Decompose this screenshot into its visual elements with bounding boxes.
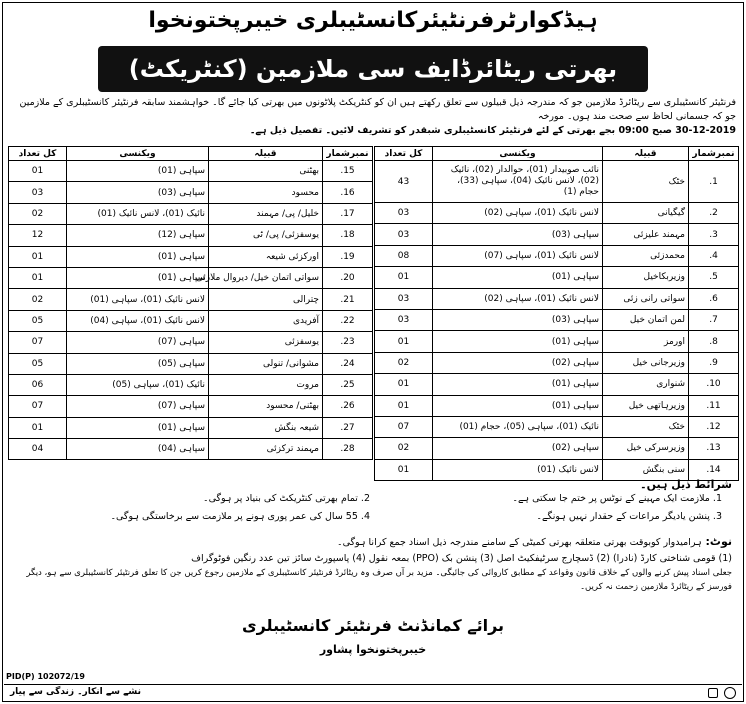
cell-vacancy: سپاہی (01) xyxy=(433,374,603,395)
cell-vacancy: نائیک (01)، سپاہی (05) xyxy=(67,374,209,395)
note-line-3: جعلی اسناد پیش کرنے والوں کے خلاف قانون وقواعد کے مطابق کاروائی کی جائیگی۔ مزید بر آں صرف وہ ریٹائرڈ فرنٹیئر کانسٹیبلری کے ملازمین رجوع کریں جن کا تعلق فرنٹیئر کانسٹیبلری سے ہو، دیگر فورسز کے ریٹائرڈ ملازمین زحمت نہ کریں۔ xyxy=(26,568,732,592)
table-row xyxy=(9,417,373,438)
condition-item-1 xyxy=(512,492,722,506)
cell-serial: 22. xyxy=(323,310,373,331)
cell-tribe: خٹک xyxy=(603,416,689,437)
condition-text: ملازمت ایک مہینے کے نوٹس پر ختم جا سکتی ہے۔ xyxy=(512,493,710,504)
condition-text: پنشن یادیگر مراعات کے حقدار نہیں ہونگے۔ xyxy=(536,511,710,522)
cell-total: 04 xyxy=(9,439,67,460)
table-row xyxy=(9,439,373,460)
cell-tribe: وزیرسرکی خیل xyxy=(603,438,689,459)
table-row xyxy=(375,352,739,373)
condition-text: 55 سال کی عمر پوری ہونے پر ملازمت سے برخاستگی ہوگی۔ xyxy=(110,511,358,522)
cell-tribe: بھٹنی/ محسود xyxy=(209,396,323,417)
cell-tribe: وزیرہاتھی خیل xyxy=(603,395,689,416)
table-row xyxy=(375,309,739,330)
cell-serial: 28. xyxy=(323,439,373,460)
table-row xyxy=(9,332,373,353)
cell-serial: 26. xyxy=(323,396,373,417)
cell-serial: 16. xyxy=(323,182,373,203)
cell-tribe: لمن اتمان خیل xyxy=(603,309,689,330)
cell-total: 05 xyxy=(9,353,67,374)
cell-total: 07 xyxy=(375,416,433,437)
emblem-icon xyxy=(708,688,718,698)
cell-vacancy: لانس نائیک (01)، سپاہی (02) xyxy=(433,203,603,224)
cell-total: 01 xyxy=(9,417,67,438)
intro-paragraph xyxy=(10,96,736,138)
cell-total: 01 xyxy=(9,246,67,267)
cell-tribe: مہمند ترکزئی xyxy=(209,439,323,460)
cell-tribe: آفریدی xyxy=(209,310,323,331)
header-total: کل تعداد xyxy=(375,147,433,161)
table-row xyxy=(375,224,739,245)
cell-serial: 19. xyxy=(323,246,373,267)
table-row xyxy=(9,374,373,395)
cell-total: 06 xyxy=(9,374,67,395)
cell-total: 02 xyxy=(375,352,433,373)
header-serial: نمبرشمار xyxy=(323,147,373,161)
cell-total: 02 xyxy=(375,438,433,459)
cell-vacancy: نائیک (01)، سپاہی (05)، حجام (01) xyxy=(433,416,603,437)
cell-tribe: یوسفزئی/ پی/ ٹی xyxy=(209,225,323,246)
cell-total: 03 xyxy=(375,288,433,309)
intro-line-2: 30-12-2019 صبح 09:00 بجے بھرتی کے لئے فرنٹیئر کانسٹیبلری شبقدر کو تشریف لائیں۔ تفصیل ذیل ہے۔ xyxy=(249,125,736,136)
note-line-2: (1) قومی شناختی کارڈ (نادرا) (2) ڈسچارج سرٹیفکیٹ اصل (3) پنشن بک (PPO) بمعہ نقول (4) پاسپورٹ سائز تین عدد رنگین فوٹوگراف xyxy=(191,553,732,564)
header-tribe: قبیلہ xyxy=(603,147,689,161)
signature-title: برائے کمانڈنٹ فرنٹیئر کانسٹیبلری xyxy=(241,616,505,635)
table-row xyxy=(375,288,739,309)
cell-tribe: مہمند علیزئی xyxy=(603,224,689,245)
cell-tribe: خٹک xyxy=(603,161,689,203)
note-heading xyxy=(337,535,732,548)
cell-vacancy: سپاہی (01) xyxy=(67,417,209,438)
note-label: نوٹ: xyxy=(705,535,732,548)
intro-line-1: فرنٹیئر کانسٹیبلری سے ریٹائرڈ ملازمین جو کہ مندرجہ ذیل قبیلوں سے تعلق رکھتے ہیں ان کو کنٹریکٹ پلاٹونوں میں بھرتی کیا جائے گا۔ خواہشمند سابقہ فرنٹیئر کانسٹیبلری کے ملازمین جو کہ جسمانی لحاظ سے صحت مند ہوں۔ مورخہ xyxy=(19,97,736,122)
cell-serial: 13. xyxy=(689,438,739,459)
footer-strip xyxy=(4,684,742,700)
cell-serial: 5. xyxy=(689,267,739,288)
condition-number: 4. xyxy=(360,511,370,522)
cell-serial: 6. xyxy=(689,288,739,309)
cell-vacancy: سپاہی (05) xyxy=(67,353,209,374)
cell-vacancy: لانس نائیک (01) xyxy=(433,459,603,480)
cell-serial: 7. xyxy=(689,309,739,330)
table-row xyxy=(375,161,739,203)
note-line-1: ہرامیدوار کوبوقت بھرتی متعلقہ بھرتی کمیٹی کے سامنے مندرجہ ذیل اسناد جمع کرانا ہوگی۔ xyxy=(337,537,702,548)
cell-vacancy: سپاہی (01) xyxy=(433,331,603,352)
anti-drug-slogan: نشے سے انکار۔ زندگی سے پیار xyxy=(10,687,141,697)
header-tribe: قبیلہ xyxy=(209,147,323,161)
table-row xyxy=(9,161,373,182)
table-row xyxy=(9,246,373,267)
cell-serial: 3. xyxy=(689,224,739,245)
cell-tribe: اورکزئی شیعہ xyxy=(209,246,323,267)
cell-tribe: سواتی اتمان خیل/ دیروال ملازئی xyxy=(209,267,323,288)
cell-serial: 25. xyxy=(323,374,373,395)
header-total: کل تعداد xyxy=(9,147,67,161)
cell-total: 01 xyxy=(9,267,67,288)
cell-total: 01 xyxy=(375,267,433,288)
condition-number: 2. xyxy=(360,493,370,504)
cell-total: 43 xyxy=(375,161,433,203)
cell-total: 03 xyxy=(375,203,433,224)
header-vacancy: ویکنسی xyxy=(67,147,209,161)
cell-total: 02 xyxy=(9,203,67,224)
table-row xyxy=(9,310,373,331)
cell-serial: 20. xyxy=(323,267,373,288)
cell-total: 01 xyxy=(375,459,433,480)
cell-total: 07 xyxy=(9,332,67,353)
signature-location: خیبرپختونخوا پشاور xyxy=(319,643,427,656)
cell-serial: 27. xyxy=(323,417,373,438)
condition-item-2 xyxy=(203,492,370,506)
page-title: ہیڈکوارٹرفرنٹیئرکانسٹیبلری خیبرپختونخوا xyxy=(148,8,598,33)
cell-tribe: محسود xyxy=(209,182,323,203)
cell-vacancy: سپاہی (03) xyxy=(433,224,603,245)
cell-tribe: وزیربکاخیل xyxy=(603,267,689,288)
cell-serial: 9. xyxy=(689,352,739,373)
table-row xyxy=(375,395,739,416)
cell-vacancy: سپاہی (01) xyxy=(433,395,603,416)
condition-text: تمام بھرتی کنٹریکٹ کی بنیاد پر ہوگی۔ xyxy=(203,493,358,504)
table-row xyxy=(9,203,373,224)
cell-serial: 18. xyxy=(323,225,373,246)
cell-total: 12 xyxy=(9,225,67,246)
cell-tribe: وزیرجانی خیل xyxy=(603,352,689,373)
table-row xyxy=(9,396,373,417)
cell-tribe: شنواری xyxy=(603,374,689,395)
cell-serial: 1. xyxy=(689,161,739,203)
cell-vacancy: سپاہی (04) xyxy=(67,439,209,460)
cell-serial: 24. xyxy=(323,353,373,374)
cell-vacancy: لانس نائیک (01)، سپاہی (02) xyxy=(433,288,603,309)
cell-total: 05 xyxy=(9,310,67,331)
cell-total: 01 xyxy=(375,374,433,395)
cell-total: 01 xyxy=(375,395,433,416)
pid-number: PID(P) 102072/19 xyxy=(6,672,85,681)
cell-tribe: مشوانی/ تنولی xyxy=(209,353,323,374)
required-documents xyxy=(12,552,732,594)
cell-vacancy: سپاہی (01) xyxy=(67,267,209,288)
cell-serial: 23. xyxy=(323,332,373,353)
cell-total: 03 xyxy=(9,182,67,203)
cell-tribe: چترالی xyxy=(209,289,323,310)
cell-total: 02 xyxy=(9,289,67,310)
cell-tribe: سنی بنگش xyxy=(603,459,689,480)
cell-serial: 11. xyxy=(689,395,739,416)
cell-total: 01 xyxy=(9,161,67,182)
condition-item-3 xyxy=(536,510,722,524)
cell-vacancy: لانس نائیک (01)، سپاہی (04) xyxy=(67,310,209,331)
cell-tribe: گیگیانی xyxy=(603,203,689,224)
vacancy-table-right xyxy=(374,146,739,481)
cell-total: 08 xyxy=(375,245,433,266)
cell-vacancy: سپاہی (07) xyxy=(67,332,209,353)
cell-vacancy: سپاہی (01) xyxy=(433,267,603,288)
table-row xyxy=(375,438,739,459)
cell-tribe: سواتی رانی زئی xyxy=(603,288,689,309)
recruitment-banner: بھرتی ریٹائرڈایف سی ملازمین (کنٹریکٹ) xyxy=(98,46,648,92)
cell-vacancy: نائیک (01)، لانس نائیک (01) xyxy=(67,203,209,224)
cell-total: 01 xyxy=(375,331,433,352)
cell-total: 03 xyxy=(375,224,433,245)
vacancy-table-left xyxy=(8,146,373,460)
table-header-row xyxy=(375,147,739,161)
cell-vacancy: لانس نائیک (01)، سپاہی (07) xyxy=(433,245,603,266)
table-row xyxy=(375,267,739,288)
cell-vacancy: سپاہی (12) xyxy=(67,225,209,246)
cell-vacancy: سپاہی (02) xyxy=(433,438,603,459)
cell-serial: 10. xyxy=(689,374,739,395)
table-row xyxy=(9,225,373,246)
cell-tribe: بھٹنی xyxy=(209,161,323,182)
condition-item-4 xyxy=(110,510,370,524)
cell-serial: 15. xyxy=(323,161,373,182)
cell-serial: 17. xyxy=(323,203,373,224)
table-row xyxy=(375,416,739,437)
condition-number: 1. xyxy=(712,493,722,504)
cell-serial: 2. xyxy=(689,203,739,224)
table-row xyxy=(9,353,373,374)
cell-serial: 4. xyxy=(689,245,739,266)
cell-serial: 8. xyxy=(689,331,739,352)
cell-serial: 12. xyxy=(689,416,739,437)
table-row xyxy=(9,267,373,288)
table-row xyxy=(375,331,739,352)
cell-tribe: شیعہ بنگش xyxy=(209,417,323,438)
cell-total: 07 xyxy=(9,396,67,417)
cell-vacancy: نائب صوبیدار (01)، حوالدار (02)، نائیک (02)، لانس نائیک (04)، سپاہی (33)، حجام (1) xyxy=(433,161,603,203)
cell-tribe: محمدزئی xyxy=(603,245,689,266)
table-header-row xyxy=(9,147,373,161)
conditions-heading: شرائط ذیل ہیں۔ xyxy=(640,478,732,491)
cell-tribe: خلیل/ پی/ مہمند xyxy=(209,203,323,224)
table-row xyxy=(375,203,739,224)
cell-vacancy: سپاہی (07) xyxy=(67,396,209,417)
cell-vacancy: سپاہی (01) xyxy=(67,161,209,182)
table-row xyxy=(375,245,739,266)
cell-tribe: اورمز xyxy=(603,331,689,352)
cell-vacancy: سپاہی (03) xyxy=(67,182,209,203)
cell-tribe: یوسفزئی xyxy=(209,332,323,353)
header-serial: نمبرشمار xyxy=(689,147,739,161)
table-row xyxy=(375,374,739,395)
condition-number: 3. xyxy=(712,511,722,522)
cell-tribe: مروت xyxy=(209,374,323,395)
cell-vacancy: سپاہی (03) xyxy=(433,309,603,330)
cell-vacancy: لانس نائیک (01)، سپاہی (01) xyxy=(67,289,209,310)
cell-vacancy: سپاہی (02) xyxy=(433,352,603,373)
table-row xyxy=(9,289,373,310)
cell-total: 03 xyxy=(375,309,433,330)
logo-icon xyxy=(724,687,736,699)
cell-serial: 14. xyxy=(689,459,739,480)
header-vacancy: ویکنسی xyxy=(433,147,603,161)
table-row xyxy=(9,182,373,203)
cell-serial: 21. xyxy=(323,289,373,310)
cell-vacancy: سپاہی (01) xyxy=(67,246,209,267)
